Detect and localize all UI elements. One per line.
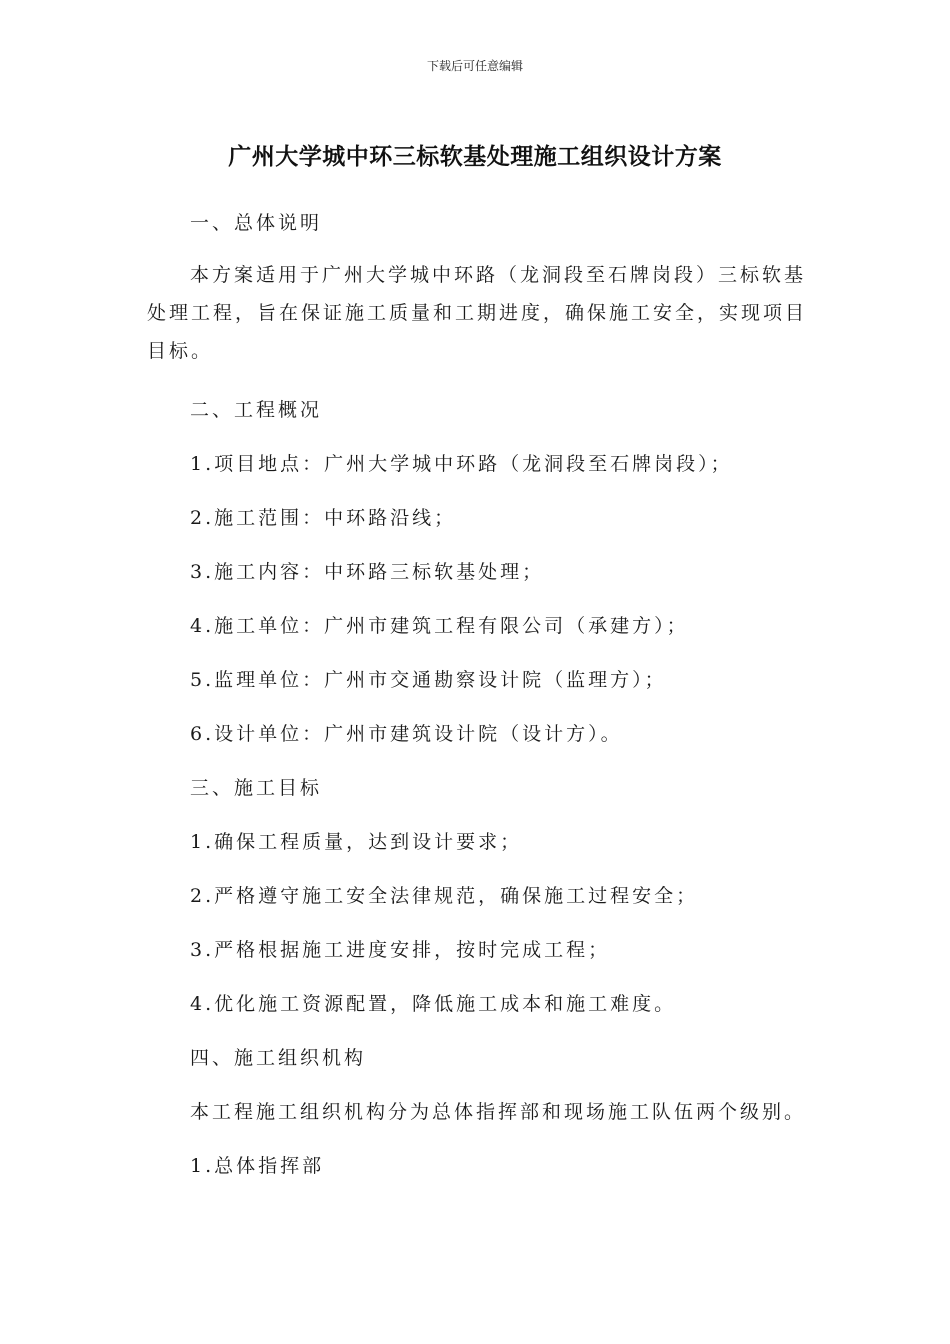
list-item: 5.监理单位：广州市交通勘察设计院（监理方）； (190, 669, 667, 691)
list-item: 6.设计单位：广州市建筑设计院（设计方）。 (190, 723, 623, 745)
section-heading-overview: 一、总体说明 (190, 212, 323, 234)
header-note: 下载后可任意编辑 (426, 59, 523, 73)
organization-paragraph: 本工程施工组织机构分为总体指挥部和现场施工队伍两个级别。 (190, 1101, 807, 1123)
section-heading-organization: 四、施工组织机构 (190, 1047, 367, 1069)
list-item: 3.施工内容：中环路三标软基处理； (190, 561, 545, 583)
list-item: 2.施工范围：中环路沿线； (190, 507, 457, 529)
list-item: 2.严格遵守施工安全法律规范，确保施工过程安全； (190, 885, 699, 907)
list-item: 1.确保工程质量，达到设计要求； (190, 831, 523, 853)
section-heading-goals: 三、施工目标 (190, 777, 323, 799)
overview-paragraph: 本方案适用于广州大学城中环路（龙洞段至石牌岗段）三标软基处理工程，旨在保证施工质量和工期进度，确保施工安全，实现项目目标。 (147, 264, 808, 362)
list-item: 4.优化施工资源配置，降低施工成本和施工难度。 (190, 993, 677, 1015)
subheading-headquarters: 1.总体指挥部 (190, 1155, 325, 1177)
list-item: 3.严格根据施工进度安排，按时完成工程； (190, 939, 611, 961)
section-heading-project-summary: 二、工程概况 (190, 399, 323, 421)
list-item: 1.项目地点：广州大学城中环路（龙洞段至石牌岗段）； (190, 453, 733, 475)
list-item: 4.施工单位：广州市建筑工程有限公司（承建方）； (190, 615, 689, 637)
document-title: 广州大学城中环三标软基处理施工组织设计方案 (228, 144, 722, 170)
